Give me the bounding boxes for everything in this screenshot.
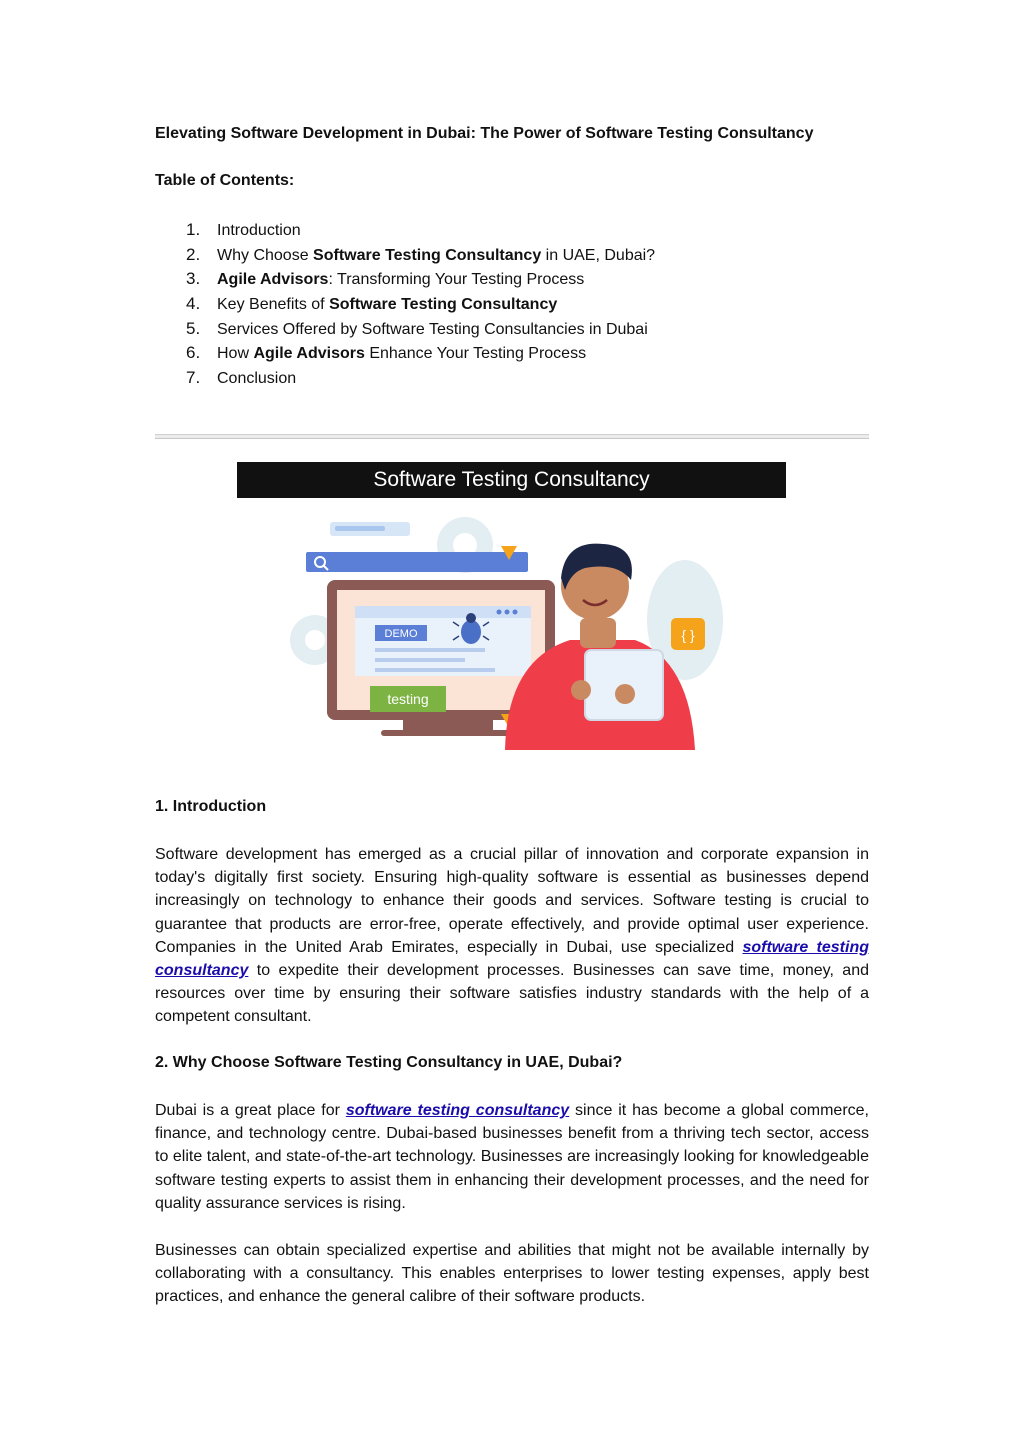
toc-item [155,341,655,366]
toc-bold-text: Agile Advisors [217,271,329,289]
software-testing-consultancy-link[interactable]: software testing consultancy [155,938,870,980]
toc-text: : Transforming Your Testing Process [328,271,585,289]
toc-bold-text: Agile Advisors [253,345,365,363]
toc-heading: Table of Contents: [155,172,295,189]
toc-item [155,218,655,243]
paragraph-text: to expedite their development processes. Businesses can save time, money, and resources over time by ensuring their software satisfies industry standards with the help of a competent consultant. [155,962,869,1026]
horizontal-divider [155,434,869,439]
image-banner: Software Testing Consultancy [237,462,786,498]
paragraph-text: Dubai is a great place for [155,1102,346,1119]
toc-text: in UAE, Dubai? [541,246,656,264]
paragraph-text: since it has become a global commerce, finance, and technology centre. Dubai-based businesses benefit from a thriving tech sector, access to elite talent, and state-of-the-art technology. Businesses are increasingly looking for knowledgeable software testing experts to assist them in enhancing their development processes, and the need for quality assurance services is rising. [155,1102,869,1212]
toc-number: 4. [186,294,201,314]
toc-bold-text: Software Testing Consultancy [329,296,558,314]
toc-text: How [217,345,254,363]
section-2-paragraph-1 [155,1099,869,1215]
toc-number: 6. [186,343,201,363]
toc-item [155,267,655,292]
braces-label: { } [681,627,695,643]
software-testing-consultancy-link[interactable]: software testing consultancy [345,1102,570,1119]
toc-item [155,292,655,317]
toc-number: 3. [186,269,201,289]
toc-item [155,243,655,268]
toc-item [155,317,655,342]
toc-number: 1. [186,220,201,239]
toc-bold-text: Software Testing Consultancy [313,246,542,264]
paragraph-text: Software development has emerged as a crucial pillar of innovation and corporate expansion in today's digitally first society. Ensuring high-quality software is essential as businesses depend increasingly on technology to enhance their goods and services. Software testing is crucial to guarantee that products are error-free, operate effectively, and provide optimal user experience. Companies in the United Arab Emirates, especially in Dubai, use specialized [155,846,869,956]
toc-text: Key Benefits of [217,296,330,314]
section-1-heading: 1. Introduction [155,798,267,815]
search-bar [306,552,528,572]
section-1-paragraph [155,843,869,1029]
section-2-paragraph-2: Businesses can obtain specialized expertise and abilities that might not be available internally by collaborating with a consultancy. This enables enterprises to lower testing expenses, apply best practices, and enhance the general calibre of their software products. [155,1242,869,1306]
toc-text: Services Offered by Software Testing Consultancies in Dubai [217,320,648,338]
toc-number: 2. [186,244,201,264]
document-title: Elevating Software Development in Dubai: The Power of Software Testing Consultancy [155,125,814,142]
toc-text: Why Choose [217,246,314,264]
toc-item [155,366,655,391]
demo-label: DEMO [384,628,418,640]
section-2-heading: 2. Why Choose Software Testing Consultancy in UAE, Dubai? [155,1054,623,1071]
testing-label: testing [387,691,429,707]
toc-text: Enhance Your Testing Process [364,345,587,363]
table-of-contents [155,218,655,391]
toc-number: 5. [186,318,201,338]
toc-text: Introduction [217,222,301,239]
toc-text: Conclusion [217,370,297,388]
software-testing-illustration [285,510,725,750]
toc-number: 7. [186,368,201,388]
